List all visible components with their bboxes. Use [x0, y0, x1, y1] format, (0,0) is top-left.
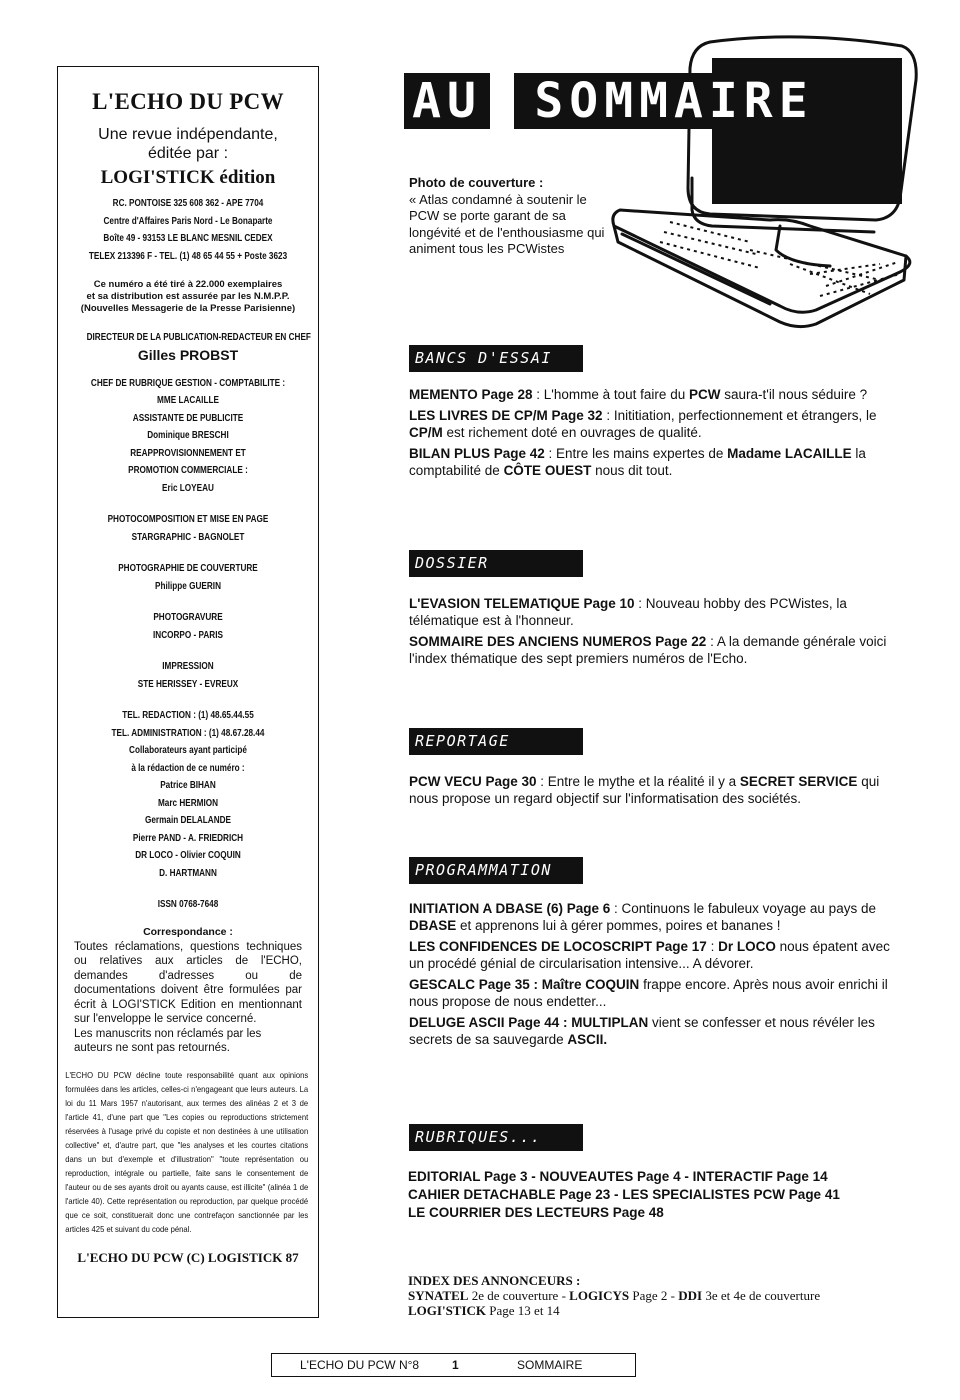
photo-credit-block [58, 560, 318, 595]
entry-text: nous épatent avec un procédé génial de circularisation intensive... A dévorer. [409, 939, 890, 971]
entry-bold: CP/M [409, 425, 443, 440]
cover-photo-caption [409, 175, 639, 258]
caption-label: Photo de couverture : [409, 175, 544, 190]
subtitle-line: Une revue indépendante, [98, 126, 278, 143]
entry-bold: Madame LACAILLE [727, 446, 852, 461]
title-word-au: AU [404, 73, 490, 129]
entry-text: nous dit tout. [591, 463, 673, 478]
staff-block [58, 375, 318, 498]
address-line: Centre d'Affaires Paris Nord - Le Bonaparte [103, 214, 273, 227]
address-line: TELEX 213396 F - TEL. (1) 48 65 44 55 + Poste 3623 [88, 249, 288, 262]
toc-entry [409, 773, 899, 807]
section-reportage [409, 728, 899, 807]
director-role: DIRECTEUR DE LA PUBLICATION-REDACTEUR EN CHEF [86, 331, 311, 343]
section-bar: DOSSIER [409, 550, 583, 577]
toc-entry [409, 445, 899, 479]
toc-entry [409, 407, 899, 441]
copyright-line: L'ECHO DU PCW (C) LOGISTICK 87 [77, 1249, 299, 1265]
manuscripts-note: Les manuscrits non réclamés par les auteurs ne sont pas retournés. [74, 1027, 262, 1054]
index-line [408, 1288, 820, 1303]
footer-section: SOMMAIRE [517, 1358, 583, 1372]
entry-text: qui nous propose un regard objectif sur l'informatisation des sociétés. [409, 774, 880, 806]
advertisers-index [408, 1273, 820, 1318]
subtitle-line: éditée par : [147, 145, 229, 162]
staff-line: ASSISTANTE DE PUBLICITE [132, 411, 244, 424]
caption-text: « Atlas condamné à soutenir le PCW se porte garant de sa longévité et de l'enthousiasme qui animent tous les PCWistes [409, 191, 605, 256]
entry-head: MEMENTO Page 28 [409, 387, 533, 402]
entry-text: vient se confesser et nous révéler les secrets de sa sauvegarde [409, 1015, 875, 1047]
entry-bold: SECRET SERVICE [739, 774, 858, 789]
staff-line: Eric LOYEAU [162, 481, 214, 494]
title-word-sommaire: SOMMAIRE [514, 73, 834, 129]
rubrique-line: EDITORIAL Page 3 - NOUVEAUTES Page 4 - INTERACTIF Page 14 [408, 1169, 828, 1184]
entry-text: : Entre le mythe et la réalité il y a [536, 774, 740, 789]
credit-line: STE HERISSEY - EVREUX [137, 677, 239, 690]
section-bar: RUBRIQUES... [409, 1124, 583, 1151]
masthead-box [57, 66, 319, 1318]
entry-bold: ASCII. [567, 1032, 608, 1047]
credit-line: STARGRAPHIC - BAGNOLET [131, 530, 245, 543]
print-run-line: et sa distribution est assurée par les N.M.P.P. [86, 291, 290, 302]
contact-line: Marc HERMION [157, 796, 219, 809]
impression-block [58, 658, 318, 693]
page-footer [271, 1353, 636, 1377]
toc-entry [409, 976, 899, 1010]
rubrique-line: CAHIER DETACHABLE Page 23 - LES SPECIALISTES PCW Page 41 [408, 1187, 840, 1202]
index-text: 2e de couverture - [468, 1288, 570, 1303]
entry-text: : Entre les mains expertes de [544, 446, 728, 461]
toc-entry [409, 595, 899, 629]
entry-text: : Inititiation, perfectionnement et étrangers, le [602, 408, 877, 423]
staff-line: MME LACAILLE [157, 394, 219, 406]
entry-text: : [706, 939, 719, 954]
entry-text: est richement doté en ouvrages de qualité. [442, 425, 702, 440]
section-bar: PROGRAMMATION [409, 857, 583, 884]
footer-issue: L'ECHO DU PCW N°8 [300, 1358, 420, 1372]
entry-head: PCW VECU Page 30 [409, 774, 537, 789]
advertiser-name: DDI [678, 1288, 703, 1303]
entry-head: LES CONFIDENCES DE LOCOSCRIPT Page 17 [409, 939, 707, 954]
print-run-line: Ce numéro a été tiré à 22.000 exemplaires [93, 279, 283, 290]
masthead-subtitle [58, 125, 318, 163]
staff-line: REAPPROVISIONNEMENT ET [130, 446, 246, 459]
credit-line: INCORPO - PARIS [153, 628, 223, 641]
toc-entry [409, 938, 899, 972]
entry-text: et apprenons lui à gérer pommes, poires et bananes ! [456, 918, 781, 933]
entry-head: DELUGE ASCII Page 44 : MULTIPLAN [409, 1015, 649, 1030]
credit-line: PHOTOGRAVURE [153, 611, 223, 623]
director-block [58, 329, 318, 363]
section-bar: BANCS D'ESSAI [409, 345, 583, 372]
toc-entry [409, 1014, 899, 1048]
entry-head: LES LIVRES DE CP/M Page 32 [409, 408, 603, 423]
rubrique-line: LE COURRIER DES LECTEURS Page 48 [408, 1205, 664, 1220]
credit-line: IMPRESSION [162, 660, 214, 672]
issn: ISSN 0768-7648 [157, 898, 219, 910]
director-name: Gilles PROBST [137, 346, 239, 363]
entry-head: GESCALC Page 35 : Maître COQUIN [409, 977, 640, 992]
entry-head: L'EVASION TELEMATIQUE Page 10 [409, 596, 635, 611]
entry-text: : Continuons le fabuleux voyage au pays de [610, 901, 876, 916]
staff-line: Dominique BRESCHI [147, 429, 229, 441]
contact-line: Collaborateurs ayant participé [129, 744, 247, 756]
toc-entry [409, 386, 899, 403]
address-line: RC. PONTOISE 325 608 362 - APE 7704 [112, 197, 264, 209]
credit-line: PHOTOGRAPHIE DE COUVERTURE [118, 562, 258, 574]
entry-bold: DBASE [409, 918, 457, 933]
contact-line: Pierre PAND - A. FRIEDRICH [132, 831, 244, 844]
correspondance-text [58, 940, 318, 1056]
entry-bold: Dr LOCO [718, 939, 776, 954]
section-rubriques [409, 1124, 583, 1151]
advertiser-name: LOGI'STICK [408, 1303, 487, 1318]
contact-line: TEL. REDACTION : (1) 48.65.44.55 [122, 709, 254, 721]
credit-line: PHOTOCOMPOSITION ET MISE EN PAGE [107, 513, 269, 525]
footer-page-number: 1 [452, 1358, 459, 1372]
address-block [58, 195, 318, 265]
entry-text: saura-t'il nous séduire ? [720, 387, 868, 402]
entry-head: SOMMAIRE DES ANCIENS NUMEROS Page 22 [409, 634, 707, 649]
entry-text: : L'homme à tout faire du [532, 387, 689, 402]
section-bar: REPORTAGE [409, 728, 583, 755]
entry-text: frappe encore. Après nous avoir enrichi il nous propose de nous endetter... [409, 977, 888, 1009]
contact-line: TEL. ADMINISTRATION : (1) 48.67.28.44 [111, 726, 265, 739]
address-line: Boîte 49 - 93153 LE BLANC MESNIL CEDEX [103, 232, 273, 244]
legal-notice: L'ECHO DU PCW décline toute responsabilité quant aux opinions formulées dans les articles, celles-ci n'engageant que leurs auteurs. La loi du 11 Mars 1957 n'autorisant, aux termes des alinéas 2 et 3 de l'article 41, d'une part que "Les copies ou reproductions strictement réservées à l'usage privé du copiste et non destinées à une utilisation collective" et, d'autre part, que "les analyses et les courtes citations dans un but d'exemple et d'illustration" "toute représentation ou reproduction, intégrale ou partielle, faite sans le consentement de l'auteur ou de ses ayants droit ou ayants cause, est illicite" (alinéa 1 de l'article 40). Cette représentation ou reproduction, par quelque procédé que ce soit, constituerait donc une contrefaçon sanctionnée par les articles 425 et suivant du code pénal. [65, 1069, 309, 1234]
photocomp-block [58, 511, 318, 546]
section-bancs-essai [409, 345, 899, 479]
entry-bold: CÔTE OUEST [503, 463, 592, 478]
entry-bold: PCW [688, 387, 721, 402]
correspondance-heading: Correspondance : [143, 925, 233, 938]
contact-line: DR LOCO - Olivier COQUIN [135, 849, 241, 861]
credit-line: Philippe GUERIN [155, 579, 221, 592]
toc-entry [409, 900, 899, 934]
index-heading: INDEX DES ANNONCEURS : [408, 1273, 581, 1288]
index-text: 3e et 4e de couverture [702, 1288, 821, 1303]
rubriques-list [408, 1168, 840, 1222]
entry-text: : Nouveau hobby des PCWistes, la télématique est à l'honneur. [409, 596, 847, 628]
index-text: Page 2 - [629, 1288, 679, 1303]
entry-text: la comptabilité de [409, 446, 866, 478]
contact-line: à la rédaction de ce numéro : [131, 761, 245, 774]
masthead-title: L'ECHO DU PCW [92, 89, 284, 114]
contact-line: Patrice BIHAN [160, 779, 216, 791]
staff-line: PROMOTION COMMERCIALE : [128, 464, 248, 476]
entry-head: BILAN PLUS Page 42 [409, 446, 545, 461]
contact-line: D. HARTMANN [159, 866, 217, 879]
staff-line: CHEF DE RUBRIQUE GESTION - COMPTABILITE : [90, 376, 286, 389]
section-dossier [409, 550, 899, 667]
section-programmation [409, 857, 899, 1048]
print-run-line: (Nouvelles Messagerie de la Presse Parisienne) [80, 303, 296, 314]
contact-line: Germain DELALANDE [144, 814, 231, 826]
publisher-name: LOGI'STICK édition [100, 167, 276, 188]
index-text: Page 13 et 14 [486, 1303, 560, 1318]
print-run-block [58, 279, 318, 315]
correspondance-paragraph: Toutes réclamations, questions techniques ou relatives aux articles de l'ECHO, demandes d'adresses ou de documentations doivent être formulées par écrit à LOGI'STICK Edition en mentionnant sur l'enveloppe le service concerné. [74, 940, 302, 1025]
toc-entry [409, 633, 899, 667]
entry-head: INITIATION A DBASE (6) Page 6 [409, 901, 611, 916]
advertiser-name: SYNATEL [408, 1288, 469, 1303]
entry-text: : A la demande générale voici l'index thématique des sept premiers numéros de l'Echo. [409, 634, 887, 666]
contacts-block [58, 707, 318, 882]
advertiser-name: LOGICYS [569, 1288, 630, 1303]
index-line [408, 1303, 820, 1318]
photogravure-block [58, 609, 318, 644]
